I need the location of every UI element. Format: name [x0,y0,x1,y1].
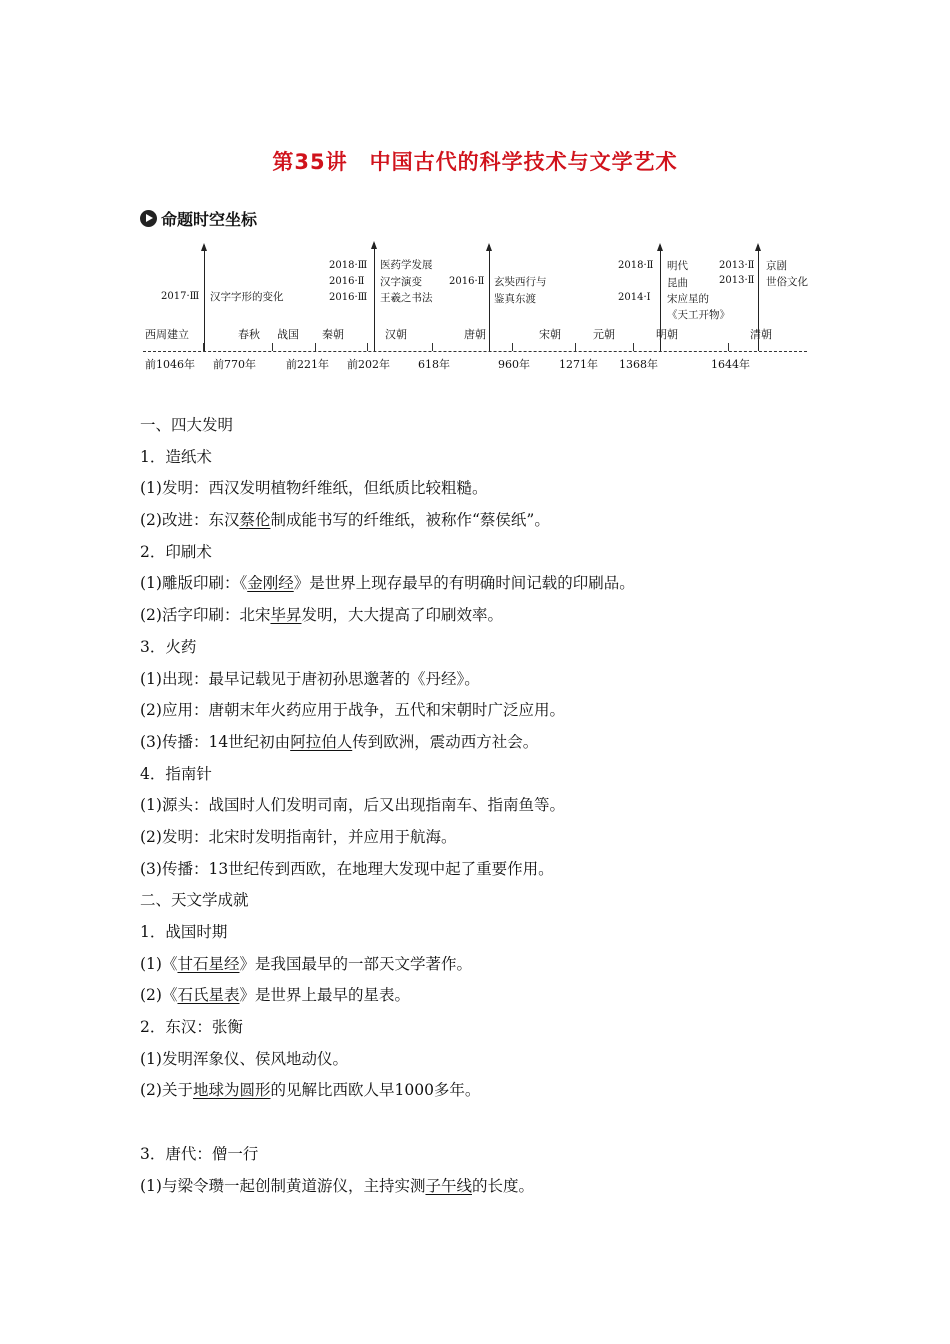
axis-tick [315,343,316,351]
arrow-marker [204,245,205,351]
text-segment: (1)发明：西汉发明植物纤维纸，但纸质比较粗糙。 [140,479,488,498]
section-heading-text: 命题时空坐标 [161,209,258,229]
text-segment: (1)发明浑象仪、侯风地动仪。 [140,1049,348,1068]
exam-tag: 2013·Ⅱ [719,260,755,271]
body-text [140,410,840,1202]
text-line [140,885,840,917]
key-term: 子午线 [425,1176,472,1195]
period-label: 秦朝 [322,328,344,341]
period-label: 战国 [277,328,299,341]
year-label: 前202年 [347,358,390,371]
text-line [140,790,840,822]
text-line [140,537,840,569]
year-label: 1271年 [559,358,598,371]
text-line [140,473,840,505]
text-segment: 二、天文学成就 [140,891,249,910]
lecture-topic: 中国古代的科学技术与文学艺术 [369,150,678,174]
exam-tag: 2016·Ⅱ [449,276,485,287]
text-segment: (1)雕版印刷：《 [140,574,248,593]
topic-label: 医药学发展 [380,259,433,271]
text-line [140,1107,840,1139]
exam-tag: 2018·Ⅲ [329,260,368,271]
text-line [140,1139,840,1171]
period-label: 春秋 [238,328,260,341]
text-segment: (1)源头：战国时人们发明司南，后又出现指南车、指南鱼等。 [140,796,565,815]
text-line [140,1171,840,1203]
period-label: 明朝 [656,328,678,341]
text-segment: 4．指南针 [140,764,212,783]
text-segment: 》是世界上最早的星表。 [239,986,410,1005]
arrow-marker [489,245,490,351]
text-segment: 传到欧洲，震动西方社会。 [352,732,539,751]
exam-tag: 2017·Ⅲ [161,291,200,302]
topic-label: 玄奘西行与 [494,276,547,288]
text-segment: 3．火药 [140,637,197,656]
text-segment: 1．战国时期 [140,923,228,941]
key-term: 甘石星经 [177,954,240,973]
axis-tick [728,343,729,351]
text-segment: (2)《 [140,986,178,1005]
text-line [140,632,840,664]
text-line [140,949,840,981]
period-label: 宋朝 [539,328,561,341]
topic-label: 世俗文化 [766,276,808,288]
year-label: 618年 [418,358,450,371]
text-line [140,1075,840,1107]
key-term: 毕昇 [270,606,302,625]
text-segment: 发明，大大提高了印刷效率。 [301,606,503,625]
key-term: 阿拉伯人 [290,732,353,751]
topic-label: 鉴真东渡 [494,293,536,305]
text-segment: (3)传播：13世纪传到西欧，在地理大发现中起了重要作用。 [140,859,554,878]
text-segment: 制成能书写的纤维纸，被称作“蔡侯纸”。 [270,511,550,530]
axis-tick [633,343,634,351]
exam-tag: 2014·Ⅰ [618,292,651,303]
topic-label: 《天工开物》 [667,309,730,321]
text-line [140,664,840,696]
axis-tick [432,343,433,351]
text-line [140,1044,840,1076]
text-segment: (2)发明：北宋时发明指南针，并应用于航海。 [140,827,457,846]
text-segment: 一、四大发明 [140,416,234,434]
arrow-marker [660,245,661,351]
text-segment: (1)《 [140,954,178,973]
year-label: 1644年 [711,358,750,371]
key-term: 石氏星表 [177,986,240,1005]
text-segment: 的长度。 [471,1176,534,1195]
topic-label: 京剧 [766,260,787,272]
text-line [140,505,840,537]
key-term: 地球为圆形 [192,1081,271,1100]
text-segment: 3．唐代：僧一行 [140,1144,259,1163]
text-line [140,695,840,727]
topic-label: 王羲之书法 [380,292,433,304]
text-segment: 1．造纸术 [140,447,212,466]
text-line [140,442,840,474]
year-label: 前1046年 [145,358,195,371]
topic-label: 明代 [667,260,688,272]
axis-tick [367,343,368,351]
text-segment: 2．东汉：张衡 [140,1018,243,1037]
arrow-marker [758,245,759,351]
axis-tick [575,343,576,351]
period-label: 汉朝 [385,328,407,341]
text-segment: (1)出现：最早记载见于唐初孙思邈著的《丹经》。 [140,669,480,688]
year-label: 前770年 [213,358,256,371]
year-label: 1368年 [619,358,658,371]
text-line [140,568,840,600]
topic-label: 昆曲 [667,277,688,289]
text-line [140,410,840,442]
exam-tag: 2016·Ⅲ [329,292,368,303]
text-segment: (2)关于 [140,1081,193,1100]
timeline-chart [0,0,950,400]
exam-tag: 2016·Ⅱ [329,276,365,287]
lecture-number: 第35讲 [272,150,348,174]
text-line [140,917,840,949]
topic-label: 汉字演变 [380,276,422,288]
text-line [140,727,840,759]
timeline-axis [143,351,807,352]
text-line [140,854,840,886]
text-segment: 》是我国最早的一部天文学著作。 [239,954,472,973]
topic-label: 汉字字形的变化 [210,291,284,303]
text-segment: (3)传播：14世纪初由 [140,732,291,751]
text-line [140,1012,840,1044]
key-term: 金刚经 [247,574,294,593]
period-label: 元朝 [593,328,615,341]
year-label: 前221年 [286,358,329,371]
text-segment: 2．印刷术 [140,542,212,561]
text-line [140,822,840,854]
text-segment: (2)活字印刷：北宋 [140,606,271,625]
text-segment: 》是世界上现存最早的有明确时间记载的印刷品。 [293,574,635,593]
exam-tag: 2013·Ⅱ [719,275,755,286]
text-segment: (2)改进：东汉 [140,511,240,530]
text-line [140,759,840,791]
text-segment: (2)应用：唐朝末年火药应用于战争，五代和宋朝时广泛应用。 [140,701,565,720]
period-label: 西周建立 [145,328,189,341]
axis-tick [272,343,273,351]
exam-tag: 2018·Ⅱ [618,260,654,271]
year-label: 960年 [498,358,530,371]
text-segment: 的见解比西欧人早1000多年。 [270,1081,481,1100]
text-line [140,600,840,632]
axis-tick [512,343,513,351]
arrow-marker [374,243,375,351]
period-label: 唐朝 [464,328,486,341]
period-label: 清朝 [750,328,772,341]
text-segment: (1)与梁令瓒一起创制黄道游仪，主持实测 [140,1176,426,1195]
key-term: 蔡伦 [239,511,271,530]
topic-label: 宋应星的 [667,293,709,305]
text-line [140,980,840,1012]
